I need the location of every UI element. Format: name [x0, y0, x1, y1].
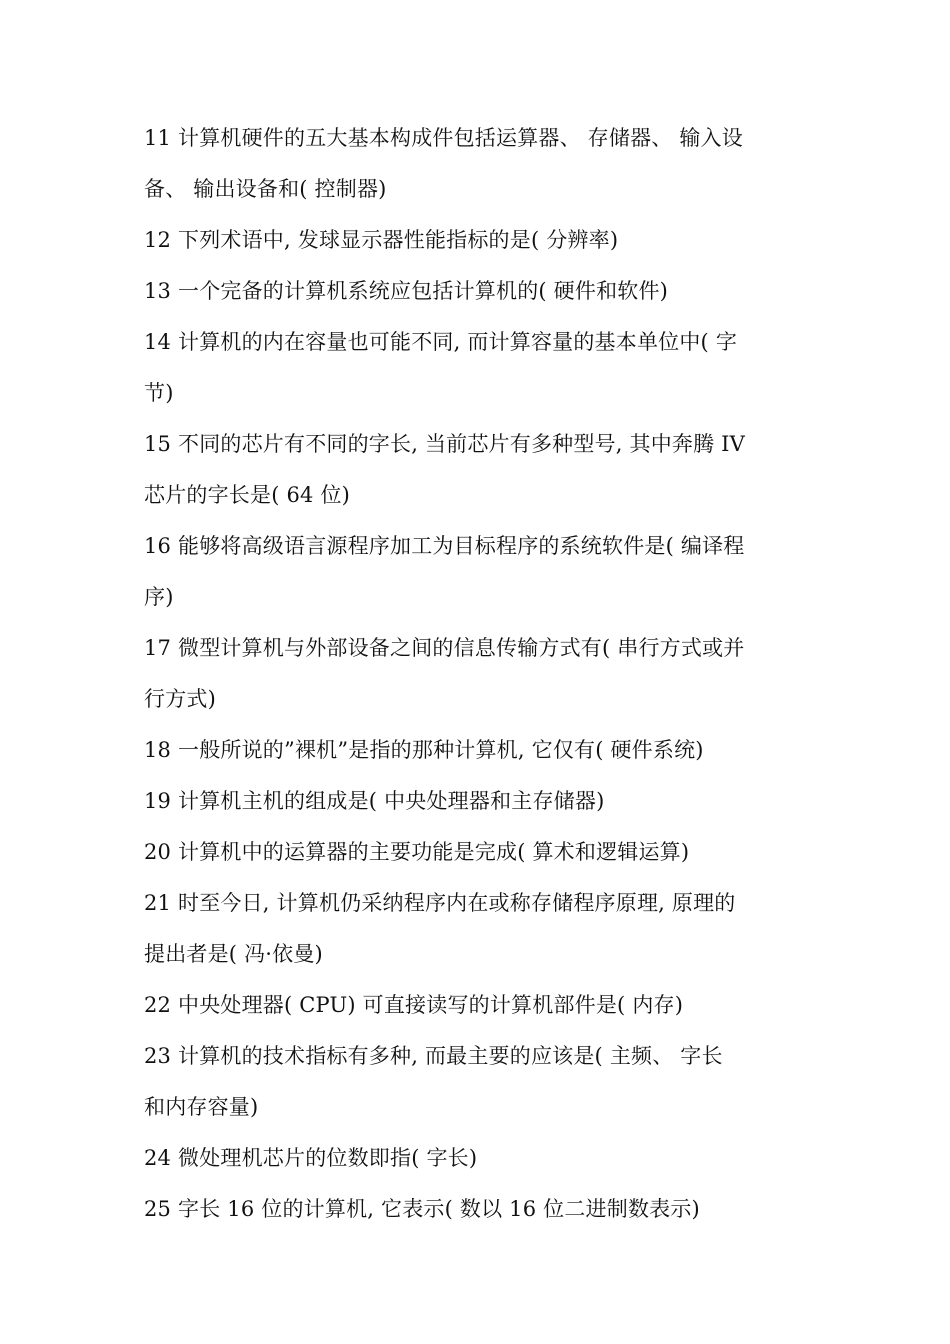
text-line: 24 微处理机芯片的位数即指( 字长) [144, 1146, 478, 1170]
text-line: 13 一个完备的计算机系统应包括计算机的( 硬件和软件) [144, 279, 669, 303]
text-line: 提出者是( 冯·依曼) [144, 942, 323, 966]
text-line: 22 中央处理器( CPU) 可直接读写的计算机部件是( 内存) [144, 993, 684, 1017]
text-line: 芯片的字长是( 64 位) [144, 483, 351, 507]
text-line: 节) [144, 381, 174, 405]
text-line: 和内存容量) [144, 1095, 259, 1119]
text-line: 16 能够将高级语言源程序加工为目标程序的系统软件是( 编译程 [144, 534, 745, 558]
text-line: 15 不同的芯片有不同的字长, 当前芯片有多种型号, 其中奔腾 IV [144, 432, 746, 456]
text-line: 20 计算机中的运算器的主要功能是完成( 算术和逻辑运算) [144, 840, 690, 864]
text-line: 12 下列术语中, 发球显示器性能指标的是( 分辨率) [144, 228, 619, 252]
text-line: 11 计算机硬件的五大基本构成件包括运算器、 存储器、 输入设 [144, 126, 743, 150]
text-line: 14 计算机的内在容量也可能不同, 而计算容量的基本单位中( 字 [144, 330, 738, 354]
text-line: 备、 输出设备和( 控制器) [144, 177, 387, 201]
text-line: 23 计算机的技术指标有多种, 而最主要的应该是( 主频、 字长 [144, 1044, 723, 1068]
text-line: 18 一般所说的”裸机”是指的那种计算机, 它仅有( 硬件系统) [144, 738, 704, 762]
text-line: 序) [144, 585, 174, 609]
text-line: 19 计算机主机的组成是( 中央处理器和主存储器) [144, 789, 605, 813]
text-line: 行方式) [144, 687, 216, 711]
text-line: 25 字长 16 位的计算机, 它表示( 数以 16 位二进制数表示) [144, 1197, 700, 1221]
text-line: 17 微型计算机与外部设备之间的信息传输方式有( 串行方式或并 [144, 636, 745, 660]
text-line: 21 时至今日, 计算机仍采纳程序内在或称存储程序原理, 原理的 [144, 891, 736, 915]
document-body [144, 113, 808, 1235]
